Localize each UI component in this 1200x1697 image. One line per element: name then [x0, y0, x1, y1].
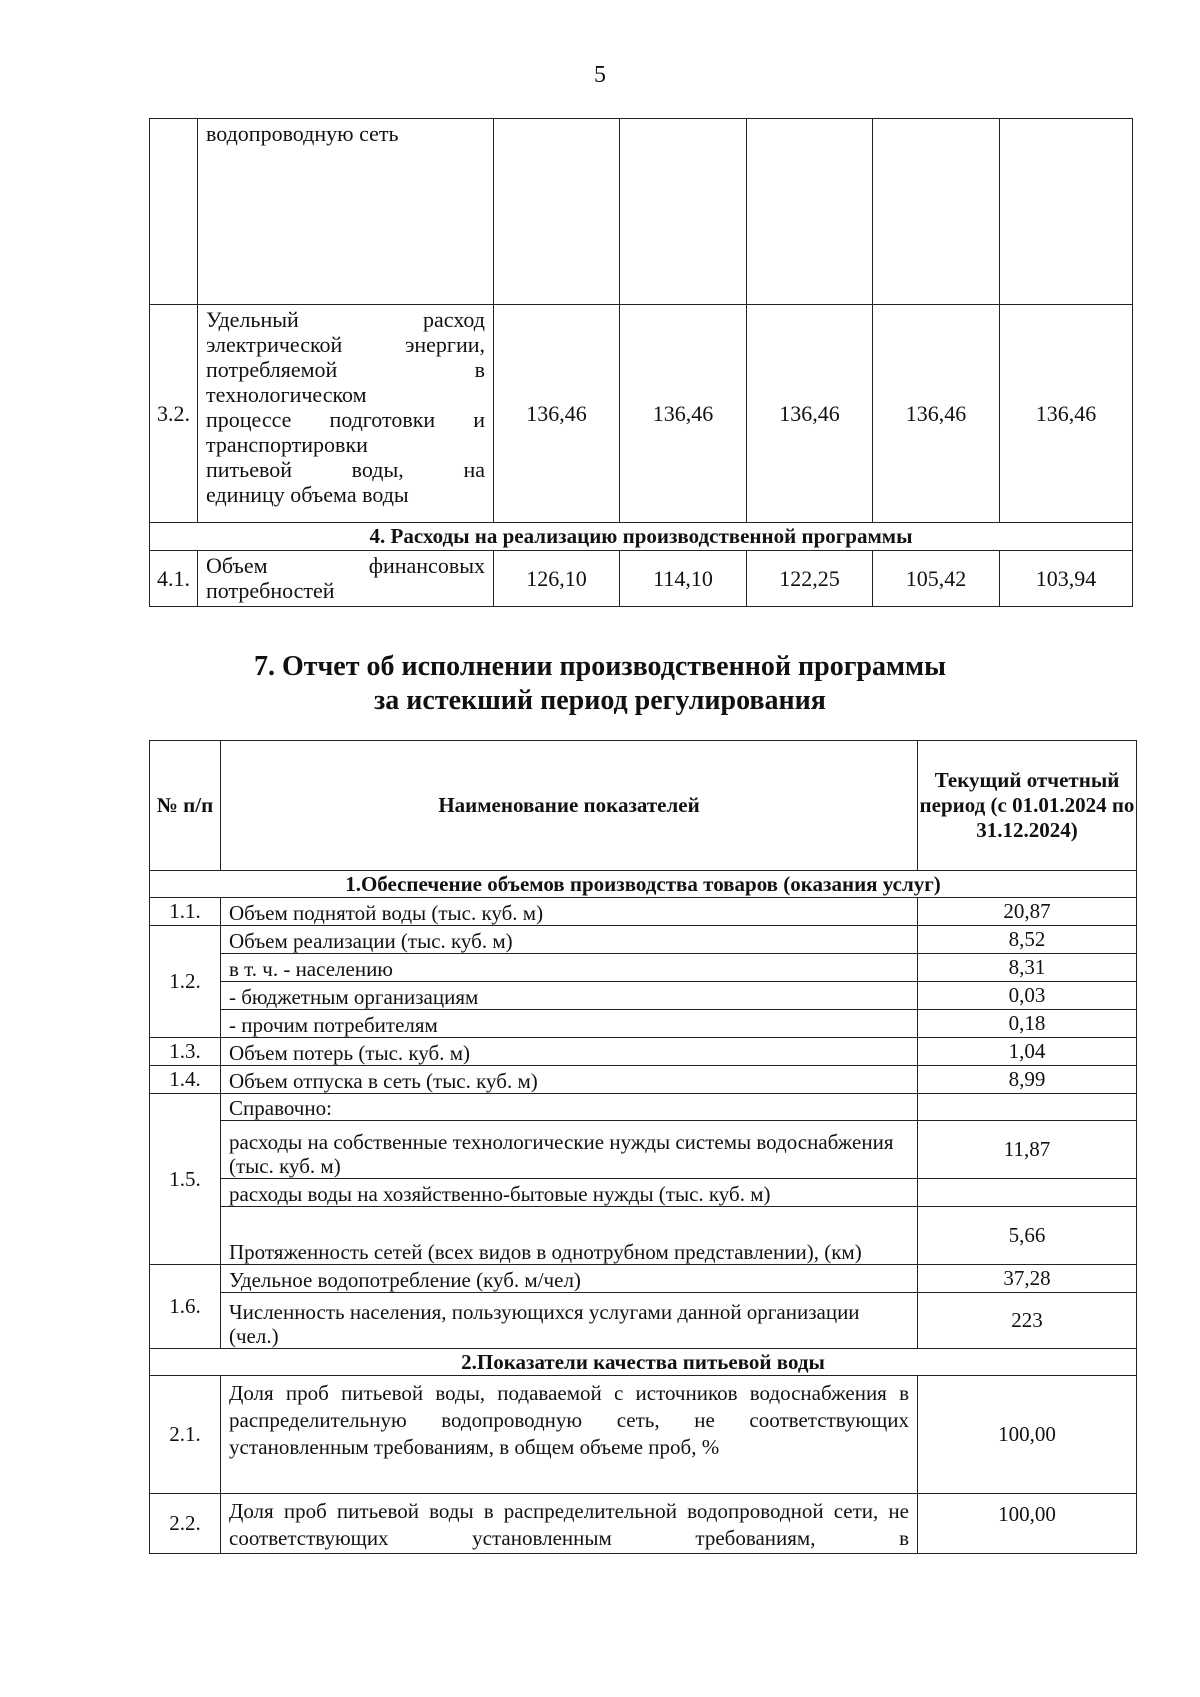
- value-cell: 8,31: [918, 954, 1137, 982]
- value-cell: [873, 119, 1000, 305]
- value-cell: 100,00: [918, 1376, 1137, 1494]
- header-period: Текущий отчетный период (с 01.01.2024 по 31.12.2024): [918, 741, 1137, 871]
- table-row: [150, 926, 1137, 954]
- value-cell: 136,46: [494, 305, 620, 523]
- value-cell: 136,46: [747, 305, 873, 523]
- indicator-name: Объем реализации (тыс. куб. м): [221, 926, 918, 954]
- table-row: [150, 119, 1133, 305]
- indicator-name: - прочим потребителям: [221, 1010, 918, 1038]
- row-number: 1.3.: [150, 1038, 221, 1066]
- row-number: 1.5.: [150, 1094, 221, 1265]
- table-row: [150, 1094, 1137, 1121]
- value-cell: 136,46: [873, 305, 1000, 523]
- page-number: 5: [594, 62, 606, 88]
- value-cell: [1000, 119, 1133, 305]
- table-row: [150, 954, 1137, 982]
- row-number: 1.2.: [150, 926, 221, 1038]
- indicator-name: Объем отпуска в сеть (тыс. куб. м): [221, 1066, 918, 1094]
- table-row: [150, 305, 1133, 523]
- row-number: 2.1.: [150, 1376, 221, 1494]
- value-cell: 20,87: [918, 898, 1137, 926]
- table-row: [150, 1376, 1137, 1494]
- row-number: [150, 119, 198, 305]
- indicator-name: Объем поднятой воды (тыс. куб. м): [221, 898, 918, 926]
- value-cell: [918, 1094, 1137, 1121]
- value-cell: 8,52: [918, 926, 1137, 954]
- table-row: [150, 1121, 1137, 1179]
- indicator-name: Справочно:: [221, 1094, 918, 1121]
- indicator-name: Объем финансовых потребностей: [198, 551, 494, 607]
- header-num: № п/п: [150, 741, 221, 871]
- table-row: [150, 1038, 1137, 1066]
- table-row: [150, 982, 1137, 1010]
- value-cell: [494, 119, 620, 305]
- value-cell: 122,25: [747, 551, 873, 607]
- value-cell: 223: [918, 1293, 1137, 1349]
- indicator-name: расходы воды на хозяйственно-бытовые нужды (тыс. куб. м): [221, 1179, 918, 1207]
- indicator-name: Объем потерь (тыс. куб. м): [221, 1038, 918, 1066]
- value-cell: [918, 1179, 1137, 1207]
- table-row: [150, 898, 1137, 926]
- value-cell: 37,28: [918, 1265, 1137, 1293]
- value-cell: 1,04: [918, 1038, 1137, 1066]
- value-cell: [747, 119, 873, 305]
- row-number: 1.6.: [150, 1265, 221, 1349]
- value-cell: 103,94: [1000, 551, 1133, 607]
- indicator-name: Численность населения, пользующихся услугами данной организации (чел.): [221, 1293, 918, 1349]
- value-cell: 8,99: [918, 1066, 1137, 1094]
- row-number: 4.1.: [150, 551, 198, 607]
- indicator-name: в т. ч. - населению: [221, 954, 918, 982]
- indicator-name: Доля проб питьевой воды в распределительной водопроводной сети, не соответствующих установленным требованиям, в: [221, 1494, 918, 1554]
- section-row: [150, 871, 1137, 898]
- section-row: [150, 523, 1133, 551]
- row-number: 2.2.: [150, 1494, 221, 1554]
- indicator-name: Удельное водопотребление (куб. м/чел): [221, 1265, 918, 1293]
- section-title: 4. Расходы на реализацию производственной программы: [150, 523, 1133, 551]
- row-number: 1.4.: [150, 1066, 221, 1094]
- table-row: [150, 551, 1133, 607]
- table-row: [150, 1293, 1137, 1349]
- table-row: [150, 1179, 1137, 1207]
- value-cell: 11,87: [918, 1121, 1137, 1179]
- indicator-name: водопроводную сеть: [198, 119, 494, 305]
- table-row: [150, 1010, 1137, 1038]
- row-number: 3.2.: [150, 305, 198, 523]
- value-cell: 0,18: [918, 1010, 1137, 1038]
- indicator-name: Удельный расход электрической энергии, потребляемой в технологическом процессе подготовки и транспортировки питьевой воды, на единицу объема воды: [198, 305, 494, 523]
- value-cell: 5,66: [918, 1207, 1137, 1265]
- section-title: 2.Показатели качества питьевой воды: [150, 1349, 1137, 1376]
- value-cell: [620, 119, 747, 305]
- value-cell: 126,10: [494, 551, 620, 607]
- report-table: [149, 740, 1137, 1554]
- indicator-name: - бюджетным организациям: [221, 982, 918, 1010]
- table-row: [150, 1494, 1137, 1554]
- header-row: [150, 741, 1137, 871]
- section-row: [150, 1349, 1137, 1376]
- value-cell: 105,42: [873, 551, 1000, 607]
- row-number: 1.1.: [150, 898, 221, 926]
- value-cell: 100,00: [918, 1494, 1137, 1554]
- value-cell: 136,46: [1000, 305, 1133, 523]
- indicator-name: Протяженность сетей (всех видов в однотрубном представлении), (км): [221, 1207, 918, 1265]
- indicator-name: расходы на собственные технологические нужды системы водоснабжения (тыс. куб. м): [221, 1121, 918, 1179]
- section-heading: 7. Отчет об исполнении производственной программы за истекший период регулирования: [253, 651, 946, 716]
- value-cell: 114,10: [620, 551, 747, 607]
- section-title: 1.Обеспечение объемов производства товаров (оказания услуг): [150, 871, 1137, 898]
- header-name: Наименование показателей: [221, 741, 918, 871]
- value-cell: 136,46: [620, 305, 747, 523]
- indicator-name: Доля проб питьевой воды, подаваемой с источников водоснабжения в распределительную водопроводную сеть, не соответствующих установленным требованиям, в общем объеме проб, %: [221, 1376, 918, 1494]
- value-cell: 0,03: [918, 982, 1137, 1010]
- table-row: [150, 1066, 1137, 1094]
- table-row: [150, 1265, 1137, 1293]
- indicators-table-continued: [149, 118, 1133, 607]
- table-row: [150, 1207, 1137, 1265]
